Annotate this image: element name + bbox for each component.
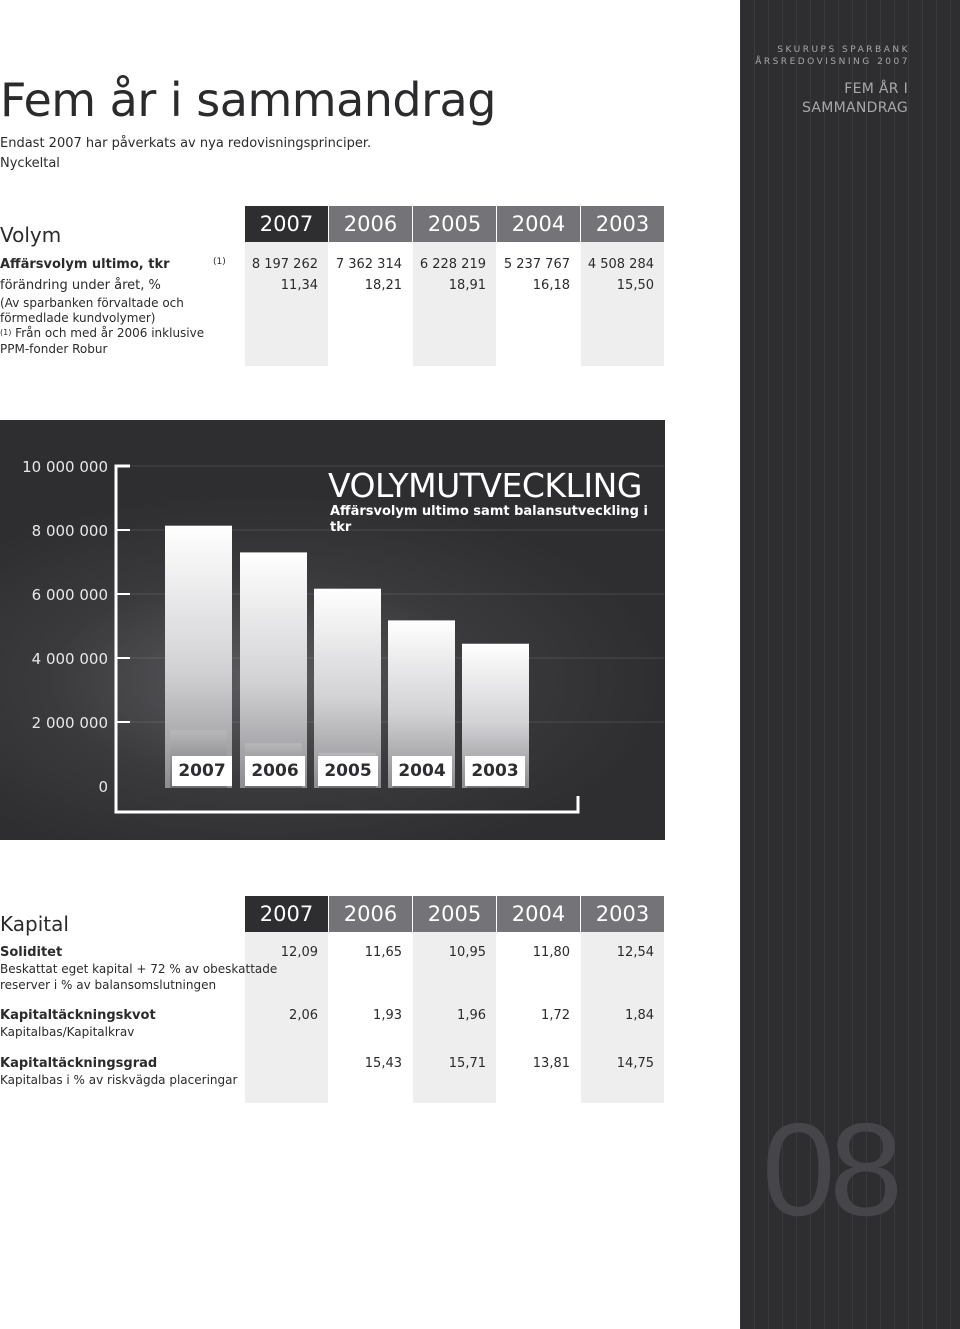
footnote-line: PPM-fonder Robur — [0, 342, 108, 356]
volym-title: Volym — [0, 223, 62, 247]
footnote-marker: (1) — [213, 257, 226, 267]
section-title: FEM ÅR I SAMMANDRAG — [801, 81, 908, 116]
cell: 15,43 — [364, 1056, 402, 1071]
cell: 10,95 — [448, 945, 486, 960]
row-description: reserver i % av balansomslutningen — [0, 978, 217, 992]
x-tick-label: 2007 — [172, 756, 232, 786]
section-label-nyckeltal: Nyckeltal — [0, 156, 60, 171]
row-description: Kapitalbas/Kapitalkrav — [0, 1025, 135, 1039]
cell: 11,65 — [364, 945, 402, 960]
cell: 16,18 — [532, 278, 570, 293]
cell: 6 228 219 — [419, 257, 486, 272]
page-title: Fem år i sammandrag — [0, 73, 496, 127]
cell: 4 508 284 — [587, 257, 654, 272]
cell: 13,81 — [532, 1056, 570, 1071]
page-subtitle: Endast 2007 har påverkats av nya redovisningsprinciper. — [0, 136, 372, 151]
row-label: Kapitaltäckningskvot — [0, 1008, 156, 1023]
volume-chart — [0, 420, 665, 840]
year-header: 2005 — [413, 896, 496, 932]
cell: 5 237 767 — [503, 257, 570, 272]
cell: 1,72 — [541, 1008, 570, 1023]
cell: 12,54 — [616, 945, 654, 960]
brand-report: ÅRSREDOVISNING 2007 — [755, 57, 910, 67]
chart-title: VOLYMUTVECKLING — [328, 466, 642, 505]
cell: 2,06 — [289, 1008, 318, 1023]
year-header: 2003 — [581, 206, 664, 242]
brand-block — [755, 44, 910, 68]
y-tick-label: 6 000 000 — [31, 586, 108, 604]
x-tick-label: 2005 — [318, 756, 378, 786]
cell: 11,34 — [280, 278, 318, 293]
cell: 15,50 — [616, 278, 654, 293]
chart-subtitle: Affärsvolym ultimo samt balansutveckling i tkr — [330, 504, 648, 535]
row-description: Kapitalbas i % av riskvägda placeringar — [0, 1073, 238, 1087]
note-line: förmedlade kundvolymer) — [0, 311, 156, 325]
x-tick-label: 2003 — [465, 756, 525, 786]
note-line: (Av sparbanken förvaltade och — [0, 296, 184, 310]
cell: 14,75 — [616, 1056, 654, 1071]
y-tick-label: 0 — [98, 778, 108, 796]
row-label: Affärsvolym ultimo, tkr — [0, 257, 170, 272]
cell: 1,93 — [373, 1008, 402, 1023]
kapital-title: Kapital — [0, 912, 69, 936]
footnote — [0, 325, 204, 341]
year-header: 2004 — [497, 206, 580, 242]
cell: 8 197 262 — [251, 257, 318, 272]
footnote-text: Från och med år 2006 inklusive — [15, 326, 205, 340]
year-header: 2006 — [329, 206, 412, 242]
y-tick-label: 4 000 000 — [31, 650, 108, 668]
x-tick-label: 2006 — [245, 756, 305, 786]
brand-name: SKURUPS SPARBANK — [777, 45, 910, 55]
year-header: 2007 — [245, 206, 328, 242]
side-strip — [740, 0, 960, 1329]
x-tick-label: 2004 — [392, 756, 452, 786]
footnote-marker: (1) — [0, 328, 12, 337]
row-label: förändring under året, % — [0, 278, 161, 293]
cell: 1,96 — [457, 1008, 486, 1023]
y-tick-label: 10 000 000 — [22, 458, 108, 476]
row-label: Soliditet — [0, 945, 63, 960]
cell: 18,91 — [448, 278, 486, 293]
cell: 7 362 314 — [335, 257, 402, 272]
cell: 18,21 — [364, 278, 402, 293]
cell: 1,84 — [625, 1008, 654, 1023]
y-tick-label: 2 000 000 — [31, 714, 108, 732]
page-number: 08 — [762, 1096, 897, 1243]
row-description: Beskattat eget kapital + 72 % av obeskattade — [0, 962, 278, 976]
year-header: 2007 — [245, 896, 328, 932]
y-tick-label: 8 000 000 — [31, 522, 108, 540]
cell: 15,71 — [448, 1056, 486, 1071]
year-header: 2004 — [497, 896, 580, 932]
year-header: 2005 — [413, 206, 496, 242]
row-label: Kapitaltäckningsgrad — [0, 1056, 158, 1071]
cell: 11,80 — [532, 945, 570, 960]
cell: 12,09 — [280, 945, 318, 960]
year-header: 2006 — [329, 896, 412, 932]
year-header: 2003 — [581, 896, 664, 932]
